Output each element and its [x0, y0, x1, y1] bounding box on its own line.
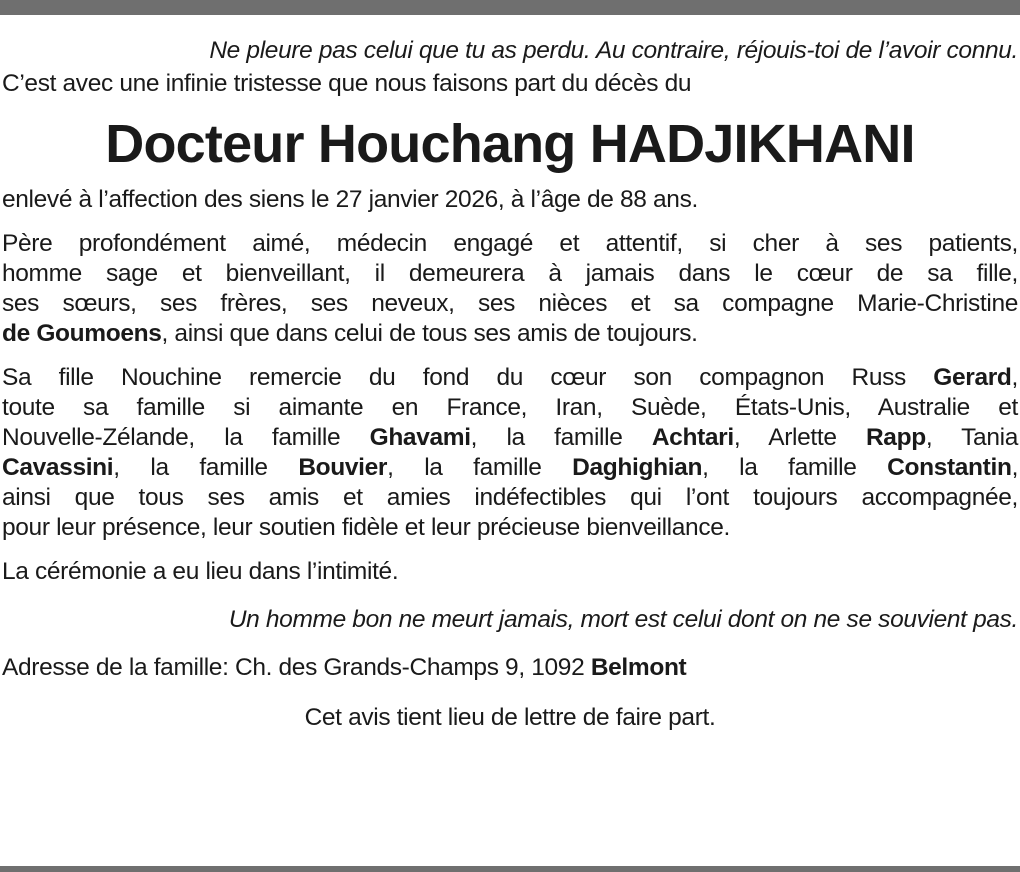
family-name: de Goumoens [2, 320, 162, 347]
bottom-rule [0, 866, 1020, 872]
tribute-line: ses sœurs, ses frères, ses neveux, ses nièces et sa compagne Marie-Christine [2, 290, 1018, 317]
top-rule [0, 0, 1020, 15]
closing-note: Cet avis tient lieu de lettre de faire part. [304, 704, 716, 731]
family-name: Daghighian [572, 454, 703, 481]
family-name: Cavassini [2, 454, 114, 481]
tribute-line: de Goumoens, ainsi que dans celui de tous ses amis de toujours. [2, 320, 698, 347]
death-notice [2, 36, 1018, 733]
address-town: Belmont [590, 654, 687, 681]
thanks-line: pour leur présence, leur soutien fidèle et leur précieuse bienveillance. [2, 514, 730, 541]
thanks-line: Cavassini, la famille Bouvier, la famille Daghighian, la famille Constantin, [2, 454, 1019, 481]
tribute-paragraph [2, 229, 1018, 349]
thanks-paragraph [2, 363, 1018, 543]
intro-text: C’est avec une infinie tristesse que nous faisons part du décès du [2, 70, 692, 97]
thanks-line: toute sa famille si aimante en France, Iran, Suède, États-Unis, Australie et [2, 394, 1018, 421]
epigraph: Ne pleure pas celui que tu as perdu. Au contraire, réjouis-toi de l’avoir connu. [209, 37, 1018, 64]
family-name: Ghavami [369, 424, 471, 451]
tribute-line: homme sage et bienveillant, il demeurera à jamais dans le cœur de sa fille, [2, 260, 1018, 287]
family-name: Bouvier [298, 454, 388, 481]
deceased-name: Docteur Houchang HADJIKHANI [105, 114, 915, 174]
closing-quote: Un homme bon ne meurt jamais, mort est celui dont on ne se souvient pas. [228, 606, 1018, 633]
thanks-line: ainsi que tous ses amis et amies indéfectibles qui l’ont toujours accompagnée, [2, 484, 1018, 511]
thanks-line: Sa fille Nouchine remercie du fond du cœur son compagnon Russ Gerard, [2, 364, 1018, 391]
family-name: Gerard [933, 364, 1012, 391]
ceremony-text: La cérémonie a eu lieu dans l’intimité. [2, 558, 399, 585]
family-name: Rapp [865, 424, 926, 451]
tribute-line: Père profondément aimé, médecin engagé et attentif, si cher à ses patients, [2, 230, 1018, 257]
thanks-line: Nouvelle-Zélande, la famille Ghavami, la famille Achtari, Arlette Rapp, Tania [2, 424, 1018, 451]
passing-text: enlevé à l’affection des siens le 27 janvier 2026, à l’âge de 88 ans. [2, 186, 698, 213]
family-name: Achtari [651, 424, 734, 451]
family-name: Constantin [887, 454, 1012, 481]
family-address: Adresse de la famille: Ch. des Grands-Champs 9, 1092 Belmont [2, 654, 687, 681]
